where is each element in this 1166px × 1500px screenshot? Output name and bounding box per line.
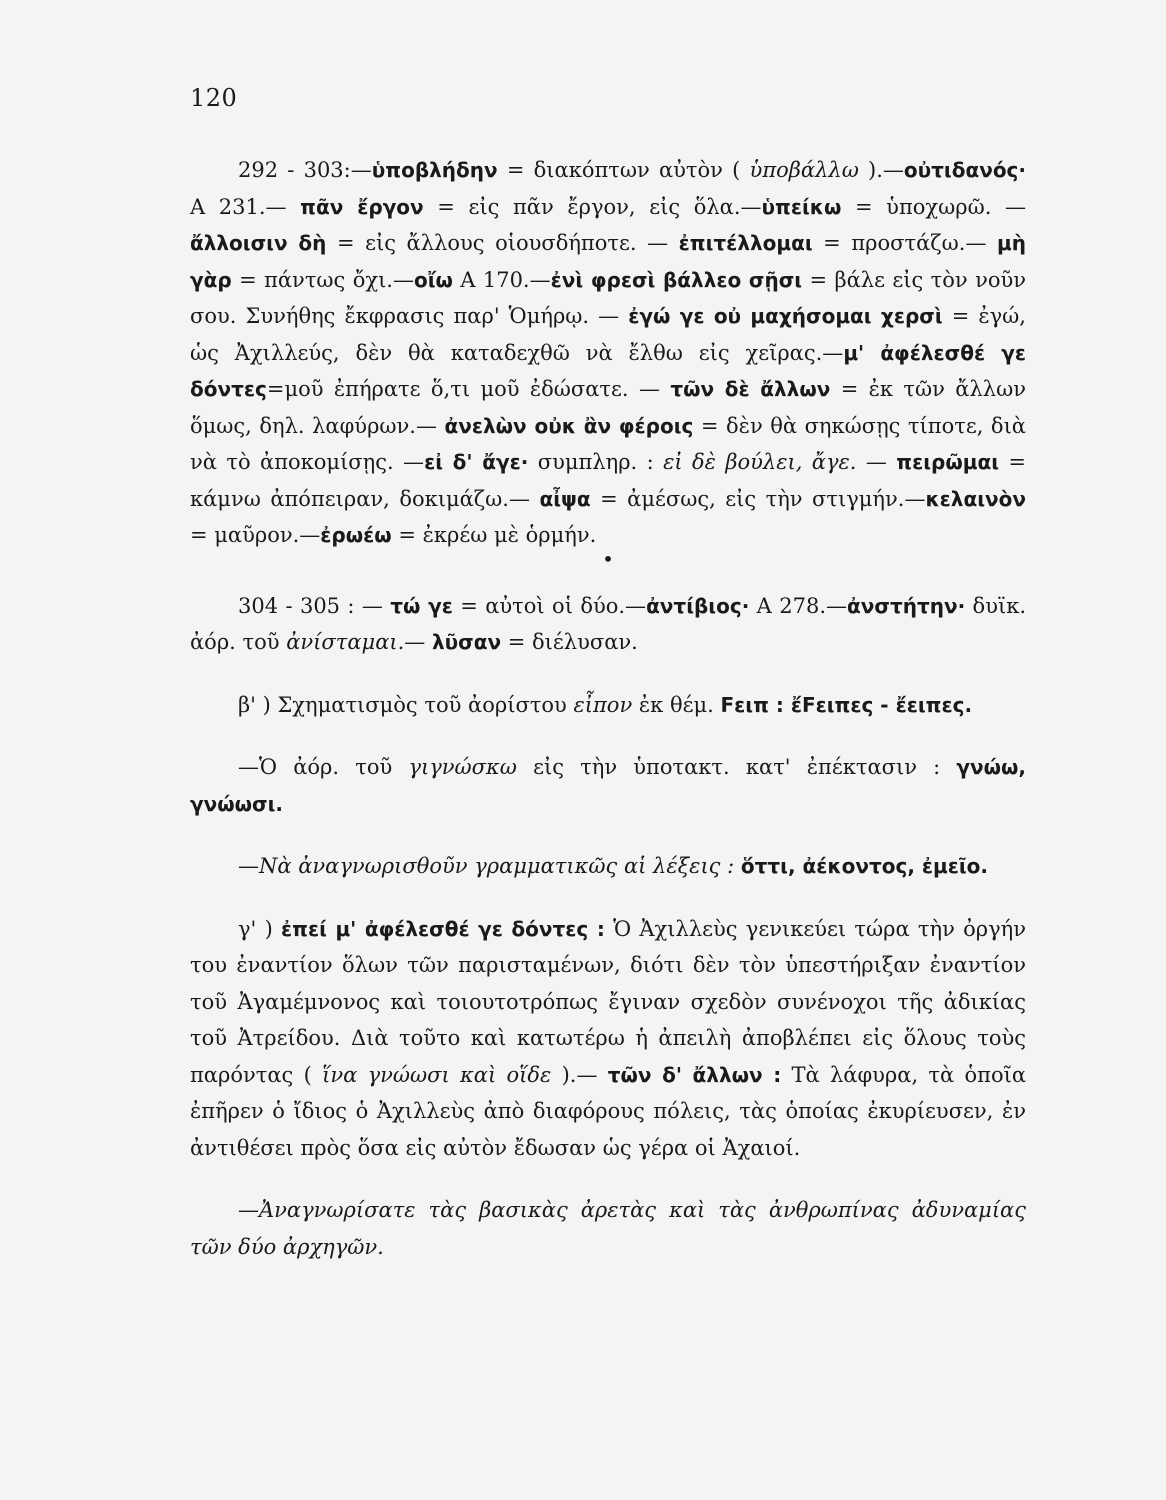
lemma-term: γνώω, γνώωσι. xyxy=(190,755,1026,816)
italic-text: εἰ δὲ βούλει, ἄγε. xyxy=(663,450,857,474)
lemma-term: ὑπείκω xyxy=(761,194,842,219)
gloss-text: εἰς τὴν ὑποτακτ. κατ' ἐπέκτασιν : xyxy=(516,755,957,779)
commentary-paragraph xyxy=(190,152,1026,554)
italic-text: ὑποβάλλω xyxy=(749,158,859,182)
lemma-term: ἐπεί μ' ἀφέλεσθέ γε δόντες : xyxy=(281,916,605,941)
lemma-term: τῶν δὲ ἄλλων xyxy=(670,377,831,401)
gloss-text: = αὐτοὶ οἱ δύο.— xyxy=(452,593,647,618)
lemma-term: ὅττι, ἀέκοντος, ἐμεῖο. xyxy=(740,854,988,878)
gloss-text: ).— xyxy=(551,1062,608,1087)
gloss-text: Α 231.— xyxy=(190,194,301,219)
lemma-term: ὑποβλήδην xyxy=(371,158,498,182)
gloss-text: συμπληρ. : xyxy=(528,450,664,474)
italic-text: γιγνώσκω xyxy=(408,755,517,779)
italic-text: —Ἀναγνωρίσατε τὰς βασικὰς ἀρετὰς καὶ τὰς ἀνθρωπίνας ἀδυναμίας τῶν δύο ἀρχηγῶν. xyxy=(190,1198,1026,1259)
gloss-text: = δὲν θὰ σηκώσῃς τίποτε, διὰ νὰ τὸ ἀποκομίσῃς. — xyxy=(190,413,1026,474)
gloss-text: = διέλυσαν. xyxy=(501,630,638,654)
lemma-term: εἰ δ' ἄγε· xyxy=(424,450,529,474)
gloss-text: Τὰ λάφυρα, τὰ ὁποῖα ἐπῆρεν ὁ ἴδιος ὁ Ἀχιλλεὺς ἀπὸ διαφόρους πόλεις, τὰς ὁποίας ἐκυρίευσεν, ἐν ἀντιθέσει πρὸς ὅσα εἰς αὐτὸν ἔδωσαν ὡς γέρα οἱ Ἀχαιοί. xyxy=(190,1062,1027,1160)
lemma-term: ἀνστήτην· xyxy=(847,593,966,618)
gloss-text: = εἰς ἄλλους οἱουσδήποτε. — xyxy=(326,231,679,255)
lemma-term: ἀνελὼν οὐκ ἂν φέροις xyxy=(444,413,694,438)
italic-text: ἵνα γνώωσι καὶ οἵδε xyxy=(322,1062,552,1087)
gloss-text: = προστάζω.— xyxy=(812,231,998,255)
gloss-text: = βάλε εἰς τὸν νοῦν σου. Συνήθης ἔκφρασις παρ' Ὁμήρῳ. — xyxy=(190,267,1027,328)
gloss-text: = ἀμέσως, εἰς τὴν στιγμήν.— xyxy=(590,486,926,511)
gloss-text: — xyxy=(856,450,897,474)
lemma-term: αἶψα xyxy=(539,486,591,511)
commentary-text xyxy=(190,152,1026,1265)
gloss-text: = πάντως ὄχι.— xyxy=(231,267,414,292)
lemma-term: κελαινὸν xyxy=(925,486,1026,511)
gloss-text: = ἐκρέω μὲ ὁρμήν. xyxy=(391,523,597,547)
italic-text: —Νὰ ἀναγνωρισθοῦν γραμματικῶς αἱ λέξεις : xyxy=(238,854,735,878)
gloss-text: 304 - 305 : — xyxy=(238,593,391,618)
gloss-text: δυϊκ. ἀόρ. τοῦ xyxy=(190,593,1027,654)
lemma-term: τώ γε xyxy=(390,593,453,618)
gloss-text: Ὁ Ἀχιλλεὺς γενικεύει τώρα τὴν ὀργήν του ἐναντίον ὅλων τῶν παρισταμένων, διότι δὲν τὸν ὑπεστήριξαν ἐναντίον τοῦ Ἀγαμέμνονος καὶ τοιουτοτρόπως ἔγιναν σχεδὸν συνένοχοι τῆς ἀδικίας τοῦ Ἀτρείδου. Διὰ τοῦτο καὶ κατωτέρω ἡ ἀπειλὴ ἀποβλέπει εἰς ὅλους τοὺς παρόντας ( xyxy=(190,916,1026,1087)
lemma-term: ἐνὶ φρεσὶ βάλλεο σῇσι xyxy=(550,267,803,292)
lemma-term: πειρῶμαι xyxy=(896,450,999,474)
gloss-text: —Ὁ ἀόρ. τοῦ xyxy=(238,755,409,779)
lemma-term: πᾶν ἔργον xyxy=(300,194,424,219)
gloss-text: =μοῦ ἐπήρατε ὅ,τι μοῦ ἐδώσατε. — xyxy=(266,377,671,401)
lemma-term: τῶν δ' ἄλλων : xyxy=(607,1062,782,1087)
commentary-paragraph xyxy=(190,687,1026,724)
gloss-text: γ' ) xyxy=(238,916,282,941)
gloss-text: = μαῦρον.— xyxy=(190,523,321,547)
lemma-term: ἐπιτέλλομαι xyxy=(678,231,813,255)
gloss-text: = διακόπτων αὐτὸν ( xyxy=(497,158,750,182)
ornament-dot: • xyxy=(602,546,614,571)
lemma-term: μ' ἀφέλεσθέ γε δόντες xyxy=(190,340,1026,401)
lemma-term: ἐγώ γε οὐ μαχήσομαι χερσὶ xyxy=(628,304,943,328)
lemma-term: οἴω xyxy=(413,267,453,292)
lemma-term: οὐτιδανός· xyxy=(903,158,1027,182)
gloss-text: ).— xyxy=(858,158,904,182)
lemma-term: Ϝειπ : ἔϜειπες - ἔειπες. xyxy=(720,692,973,717)
italic-text: εἶπον xyxy=(573,692,633,717)
gloss-text xyxy=(734,854,741,878)
gloss-text: — xyxy=(404,630,432,654)
lemma-term: ἀντίβιος· xyxy=(646,593,750,618)
gloss-text: = ἐγώ, ὡς Ἀχιλλεύς, δὲν θὰ καταδεχθῶ νὰ ἔλθω εἰς χεῖρας.— xyxy=(190,304,1026,365)
gloss-text: 292 - 303:— xyxy=(238,158,372,182)
page-number: 120 xyxy=(190,84,238,112)
gloss-text: Α 170.— xyxy=(452,267,551,292)
gloss-text: β' ) Σχηματισμὸς τοῦ ἀορίστου xyxy=(238,692,574,717)
italic-text: ἀνίσταμαι. xyxy=(286,630,405,654)
commentary-paragraph xyxy=(190,848,1026,885)
gloss-text: = ἐκ τῶν ἄλλων ὅμως, δηλ. λαφύρων.— xyxy=(190,377,1026,438)
gloss-text: = κάμνω ἀπόπειραν, δοκιμάζω.— xyxy=(190,450,1027,511)
lemma-term: μὴ γὰρ xyxy=(190,231,1026,292)
commentary-paragraph xyxy=(190,911,1026,1167)
lemma-term: λῦσαν xyxy=(431,630,502,654)
gloss-text: ἐκ θέμ. xyxy=(632,692,721,717)
commentary-paragraph xyxy=(190,749,1026,822)
commentary-paragraph xyxy=(190,1192,1026,1265)
lemma-term: ἄλλοισιν δὴ xyxy=(190,231,327,255)
commentary-paragraph xyxy=(190,588,1026,661)
lemma-term: ἐρωέω xyxy=(320,523,392,547)
gloss-text: = ὑποχωρῶ. — xyxy=(841,194,1026,219)
gloss-text: Α 278.— xyxy=(749,593,847,618)
gloss-text: = εἰς πᾶν ἔργον, εἰς ὅλα.— xyxy=(423,194,762,219)
